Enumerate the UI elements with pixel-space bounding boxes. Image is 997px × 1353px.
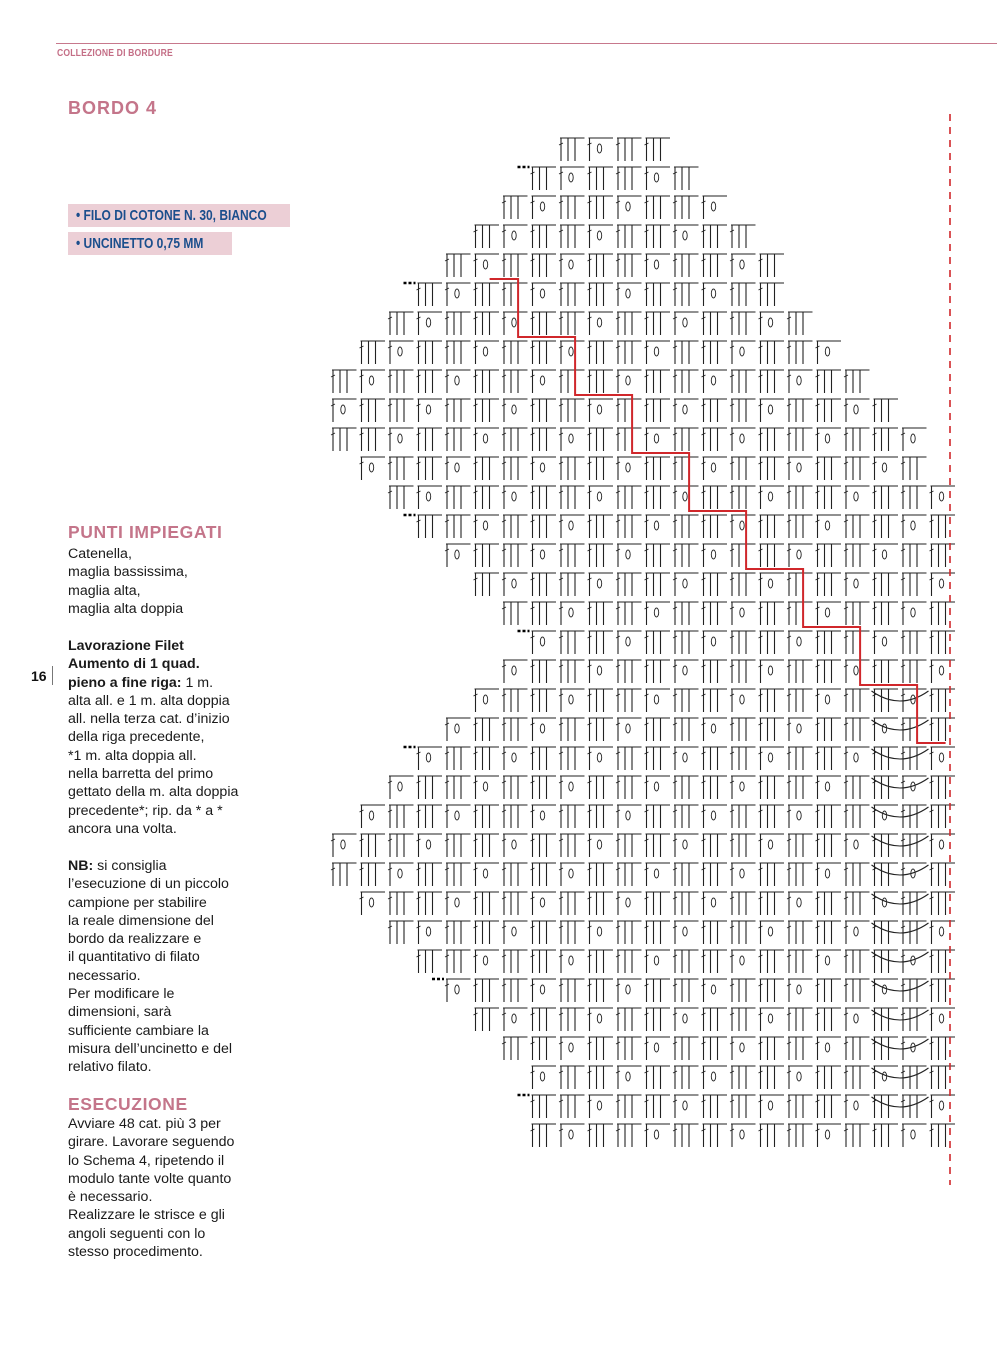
chart-chain-stitch <box>740 260 744 269</box>
nb-line: sufficiente cambiare la <box>68 1022 209 1039</box>
chart-lace-arc <box>872 952 929 962</box>
chart-lace-arc <box>872 981 929 991</box>
chart-chain-stitch <box>398 347 402 356</box>
chart-chain-stitch <box>683 231 687 240</box>
chart-chain-stitch <box>854 840 858 849</box>
chart-chain-stitch <box>569 260 573 269</box>
chart-chain-stitch <box>711 463 715 472</box>
esecuzione-line: girare. Lavorare seguendo <box>68 1134 235 1151</box>
chart-chain-stitch <box>911 1130 915 1139</box>
nb-label: NB: <box>68 858 94 874</box>
page-title: BORDO 4 <box>68 98 158 118</box>
chart-chain-stitch <box>455 463 459 472</box>
chart-chain-stitch <box>426 405 430 414</box>
chart-lace-arc <box>872 923 929 933</box>
chart-chain-stitch <box>768 1101 772 1110</box>
chart-chain-stitch <box>569 782 573 791</box>
chart-chain-stitch <box>825 521 829 530</box>
nb-line: relativo filato. <box>68 1059 152 1076</box>
chart-chain-stitch <box>825 434 829 443</box>
chart-chain-stitch <box>768 318 772 327</box>
chart-chain-stitch <box>398 869 402 878</box>
chart-chain-stitch <box>540 463 544 472</box>
chart-chain-stitch <box>797 376 801 385</box>
chart-chain-stitch <box>740 521 744 530</box>
chart-chain-stitch <box>512 666 516 675</box>
chart-chain-stitch <box>369 463 373 472</box>
chart-chain-stitch <box>711 550 715 559</box>
chart-chain-stitch <box>939 1101 943 1110</box>
chart-chain-stitch <box>654 695 658 704</box>
page-number: 16 <box>31 668 47 684</box>
chart-chain-stitch <box>512 492 516 501</box>
chart-chain-stitch <box>597 753 601 762</box>
chart-chain-stitch <box>768 1014 772 1023</box>
filet-heading: Aumento di 1 quad. <box>68 656 200 673</box>
esecuzione-line: Realizzare le strisce e gli <box>68 1207 225 1224</box>
chart-chain-stitch <box>768 492 772 501</box>
filet-line: precedente*; rip. da * a * <box>68 802 223 819</box>
chart-chain-stitch <box>854 405 858 414</box>
chart-chain-stitch <box>597 666 601 675</box>
chart-chain-stitch <box>569 956 573 965</box>
chart-chain-stitch <box>512 1014 516 1023</box>
chart-chain-stitch <box>654 521 658 530</box>
chart-lace-arc <box>872 1039 929 1049</box>
nb-line: l’esecuzione di un piccolo <box>68 876 229 893</box>
nb-line: misura dell’uncinetto e del <box>68 1040 233 1057</box>
chart-lace-arc <box>872 894 929 904</box>
material-hook: • UNCINETTO 0,75 MM <box>68 232 232 255</box>
chart-chain-stitch <box>597 579 601 588</box>
chart-chain-stitch <box>540 202 544 211</box>
chart-chain-stitch <box>911 608 915 617</box>
filet-line: *1 m. alta doppia all. <box>68 747 197 764</box>
chart-chain-stitch <box>825 1043 829 1052</box>
chart-chain-stitch <box>597 1101 601 1110</box>
chart-chain-stitch <box>825 1130 829 1139</box>
nb-line: il quantitativo di filato <box>68 949 200 966</box>
esecuzione-line: angoli seguenti con lo <box>68 1225 206 1242</box>
chart-chain-stitch <box>854 579 858 588</box>
chart-chain-stitch <box>740 434 744 443</box>
chart-chain-stitch <box>797 1072 801 1081</box>
chart-chain-stitch <box>597 231 601 240</box>
chart-chain-stitch <box>683 666 687 675</box>
chart-chain-stitch <box>398 434 402 443</box>
chart-chain-stitch <box>711 811 715 820</box>
chart-chain-stitch <box>512 927 516 936</box>
chart-chain-stitch <box>939 666 943 675</box>
chart-chain-stitch <box>569 1130 573 1139</box>
chart-chain-stitch <box>882 463 886 472</box>
chart-chain-stitch <box>882 898 886 907</box>
chart-chain-stitch <box>683 492 687 501</box>
chart-chain-stitch <box>939 753 943 762</box>
esecuzione-block <box>68 1115 234 1261</box>
chart-chain-stitch <box>882 724 886 733</box>
chart-chain-stitch <box>939 927 943 936</box>
chart-chain-stitch <box>683 579 687 588</box>
chart-chain-stitch <box>882 550 886 559</box>
chart-chain-stitch <box>569 434 573 443</box>
header-rule <box>56 43 997 44</box>
chart-chain-stitch <box>882 811 886 820</box>
chart-chain-stitch <box>825 869 829 878</box>
chart-lace-arc <box>872 1097 929 1107</box>
esecuzione-line: Avviare 48 cat. più 3 per <box>68 1116 221 1132</box>
chart-chain-stitch <box>797 811 801 820</box>
section-label: COLLEZIONE DI BORDURE <box>57 47 173 59</box>
filet-block <box>68 637 238 838</box>
chart-chain-stitch <box>455 898 459 907</box>
chart-chain-stitch <box>654 347 658 356</box>
chart-chain-stitch <box>426 927 430 936</box>
nb-line: necessario. <box>68 967 141 984</box>
chart-chain-stitch <box>797 724 801 733</box>
chart-chain-stitch <box>455 376 459 385</box>
chart-chain-stitch <box>512 405 516 414</box>
chart-chain-stitch <box>369 376 373 385</box>
chart-chain-stitch <box>512 840 516 849</box>
chart-chain-stitch <box>626 1072 630 1081</box>
chart-chain-stitch <box>426 318 430 327</box>
chart-chain-stitch <box>683 753 687 762</box>
chart-chain-stitch <box>740 956 744 965</box>
chart-lace-arc <box>872 778 929 788</box>
chart-chain-stitch <box>740 608 744 617</box>
punti-line: maglia alta, <box>68 582 141 599</box>
punti-list <box>68 545 188 618</box>
chart-chain-stitch <box>939 492 943 501</box>
filet-line: all. nella terza cat. d’inizio <box>68 711 230 728</box>
chart-chain-stitch <box>483 260 487 269</box>
chart-chain-stitch <box>540 985 544 994</box>
chart-chain-stitch <box>483 434 487 443</box>
chart-chain-stitch <box>626 550 630 559</box>
chart-lace-arc <box>872 691 929 701</box>
chart-lace-arc <box>872 720 929 730</box>
chart-chain-stitch <box>512 231 516 240</box>
chart-chain-stitch <box>939 1014 943 1023</box>
chart-chain-stitch <box>569 521 573 530</box>
chart-chain-stitch <box>711 898 715 907</box>
chart-chain-stitch <box>654 956 658 965</box>
chart-chain-stitch <box>854 1014 858 1023</box>
nb-line: la reale dimensione del <box>68 912 214 929</box>
chart-chain-stitch <box>711 202 715 211</box>
chart-chain-stitch <box>569 695 573 704</box>
esecuzione-line: modulo tante volte quanto <box>68 1170 232 1187</box>
chart-chain-stitch <box>683 405 687 414</box>
chart-chain-stitch <box>455 724 459 733</box>
chart-chain-stitch <box>569 347 573 356</box>
chart-chain-stitch <box>483 347 487 356</box>
chart-chain-stitch <box>597 318 601 327</box>
chart-chain-stitch <box>626 289 630 298</box>
chart-chain-stitch <box>711 376 715 385</box>
chart-chain-stitch <box>768 666 772 675</box>
chart-chain-stitch <box>626 985 630 994</box>
filet-heading: Lavorazione Filet <box>68 638 184 654</box>
chart-chain-stitch <box>740 347 744 356</box>
chart-chain-stitch <box>512 579 516 588</box>
chart-chain-stitch <box>654 260 658 269</box>
chart-chain-stitch <box>626 463 630 472</box>
chart-chain-stitch <box>540 550 544 559</box>
chart-chain-stitch <box>455 289 459 298</box>
esecuzione-line: è necessario. <box>68 1189 153 1206</box>
chart-chain-stitch <box>740 782 744 791</box>
chart-chain-stitch <box>711 1072 715 1081</box>
chart-chain-stitch <box>882 985 886 994</box>
filet-line: nella barretta del primo <box>68 766 214 783</box>
chart-chain-stitch <box>597 405 601 414</box>
chart-chain-stitch <box>854 492 858 501</box>
chart-chain-stitch <box>426 753 430 762</box>
chart-chain-stitch <box>512 318 516 327</box>
chart-chain-stitch <box>569 1043 573 1052</box>
chart-chain-stitch <box>654 869 658 878</box>
chart-chain-stitch <box>512 753 516 762</box>
chart-chain-stitch <box>768 840 772 849</box>
chart-chain-stitch <box>597 1014 601 1023</box>
chart-chain-stitch <box>797 637 801 646</box>
chart-chain-stitch <box>911 521 915 530</box>
punti-heading: PUNTI IMPIEGATI <box>68 522 223 542</box>
chart-chain-stitch <box>740 1043 744 1052</box>
chart-chain-stitch <box>398 782 402 791</box>
nb-line: bordo da realizzare e <box>68 931 202 948</box>
chart-chain-stitch <box>540 376 544 385</box>
chart-chain-stitch <box>768 579 772 588</box>
crochet-filet-diagram-icon <box>330 110 970 1190</box>
filet-lead-line: pieno a fine riga: 1 m. <box>68 674 214 691</box>
punti-line: Catenella, <box>68 546 132 562</box>
chart-chain-stitch <box>569 869 573 878</box>
chart-chain-stitch <box>768 927 772 936</box>
chart-chain-stitch <box>854 753 858 762</box>
punti-line: maglia alta doppia <box>68 600 184 617</box>
chart-chain-stitch <box>825 782 829 791</box>
chart-chain-stitch <box>711 724 715 733</box>
material-thread: • FILO DI COTONE N. 30, BIANCO <box>68 204 290 227</box>
chart-chain-stitch <box>825 956 829 965</box>
chart-chain-stitch <box>455 811 459 820</box>
filet-line: ancora una volta. <box>68 820 177 837</box>
chart-lace-arc <box>872 1068 929 1078</box>
filet-line: alta all. e 1 m. alta doppia <box>68 692 230 709</box>
chart-chain-stitch <box>825 608 829 617</box>
esecuzione-line: lo Schema 4, ripetendo il <box>68 1152 225 1169</box>
chart-chain-stitch <box>711 637 715 646</box>
chart-chain-stitch <box>626 898 630 907</box>
page-number-divider <box>52 666 53 685</box>
nb-line: dimensioni, sarà <box>68 1004 172 1021</box>
chart-chain-stitch <box>455 550 459 559</box>
chart-chain-stitch <box>626 811 630 820</box>
chart-chain-stitch <box>740 1130 744 1139</box>
chart-chain-stitch <box>626 376 630 385</box>
chart-chain-stitch <box>654 434 658 443</box>
chart-chain-stitch <box>683 840 687 849</box>
chart-chain-stitch <box>683 1014 687 1023</box>
chart-chain-stitch <box>740 695 744 704</box>
chart-lace-arc <box>872 836 929 846</box>
chart-chain-stitch <box>683 318 687 327</box>
chart-chain-stitch <box>654 173 658 182</box>
chart-chain-stitch <box>882 637 886 646</box>
chart-chain-stitch <box>540 811 544 820</box>
esecuzione-heading: ESECUZIONE <box>68 1094 188 1114</box>
chart-chain-stitch <box>683 1101 687 1110</box>
chart-chain-stitch <box>626 724 630 733</box>
filet-line: della riga precedente, <box>68 729 205 746</box>
chart-chain-stitch <box>597 840 601 849</box>
filet-lead: pieno a fine riga: <box>68 674 182 691</box>
chart-chain-stitch <box>797 550 801 559</box>
chart-chain-stitch <box>711 985 715 994</box>
chart-chain-stitch <box>483 869 487 878</box>
chart-chain-stitch <box>768 753 772 762</box>
punti-line: maglia bassissima, <box>68 564 188 581</box>
chart-chain-stitch <box>882 1072 886 1081</box>
filet-line: gettato della m. alta doppia <box>68 784 239 801</box>
chart-chain-stitch <box>540 898 544 907</box>
chart-chain-stitch <box>369 811 373 820</box>
nb-first-line: NB: si consiglia <box>68 858 167 874</box>
chart-chain-stitch <box>597 927 601 936</box>
chart-chain-stitch <box>426 840 430 849</box>
chart-chain-stitch <box>683 927 687 936</box>
chart-chain-stitch <box>797 463 801 472</box>
chart-chain-stitch <box>483 695 487 704</box>
chart-chain-stitch <box>711 289 715 298</box>
chart-chain-stitch <box>854 927 858 936</box>
chart-chain-stitch <box>369 898 373 907</box>
chart-chain-stitch <box>597 144 601 153</box>
chart-lace-arc <box>872 749 929 759</box>
chart-chain-stitch <box>654 1130 658 1139</box>
chart-chain-stitch <box>911 434 915 443</box>
chart-chain-stitch <box>540 1072 544 1081</box>
chart-chain-stitch <box>768 405 772 414</box>
chart-chain-stitch <box>483 956 487 965</box>
chart-chain-stitch <box>939 840 943 849</box>
chart-chain-stitch <box>939 579 943 588</box>
chart-chain-stitch <box>825 347 829 356</box>
chart-lace-arc <box>872 1010 929 1020</box>
chart-chain-stitch <box>797 985 801 994</box>
chart-chain-stitch <box>654 1043 658 1052</box>
chart-chain-stitch <box>597 492 601 501</box>
chart-chain-stitch <box>483 782 487 791</box>
chart-chain-stitch <box>426 492 430 501</box>
chart-lace-arc <box>872 865 929 875</box>
chart-chain-stitch <box>797 898 801 907</box>
nb-line: campione per stabilire <box>68 894 207 911</box>
nb-block <box>68 857 232 1077</box>
chart-chain-stitch <box>626 202 630 211</box>
chart-chain-stitch <box>854 666 858 675</box>
chart-chain-stitch <box>341 405 345 414</box>
chart-chain-stitch <box>740 869 744 878</box>
chart-chain-stitch <box>341 840 345 849</box>
esecuzione-line: stesso procedimento. <box>68 1244 203 1261</box>
chart-lace-arc <box>872 807 929 817</box>
chart-chain-stitch <box>654 782 658 791</box>
chart-chain-stitch <box>540 289 544 298</box>
chart-chain-stitch <box>825 695 829 704</box>
chart-chain-stitch <box>455 985 459 994</box>
chart-chain-stitch <box>540 724 544 733</box>
chart-chain-stitch <box>483 521 487 530</box>
nb-line: Per modificare le <box>68 986 175 1003</box>
chart-chain-stitch <box>626 637 630 646</box>
chart-chain-stitch <box>654 608 658 617</box>
chart-chain-stitch <box>854 1101 858 1110</box>
chart-chain-stitch <box>569 173 573 182</box>
chart-chain-stitch <box>540 637 544 646</box>
chart-chain-stitch <box>569 608 573 617</box>
